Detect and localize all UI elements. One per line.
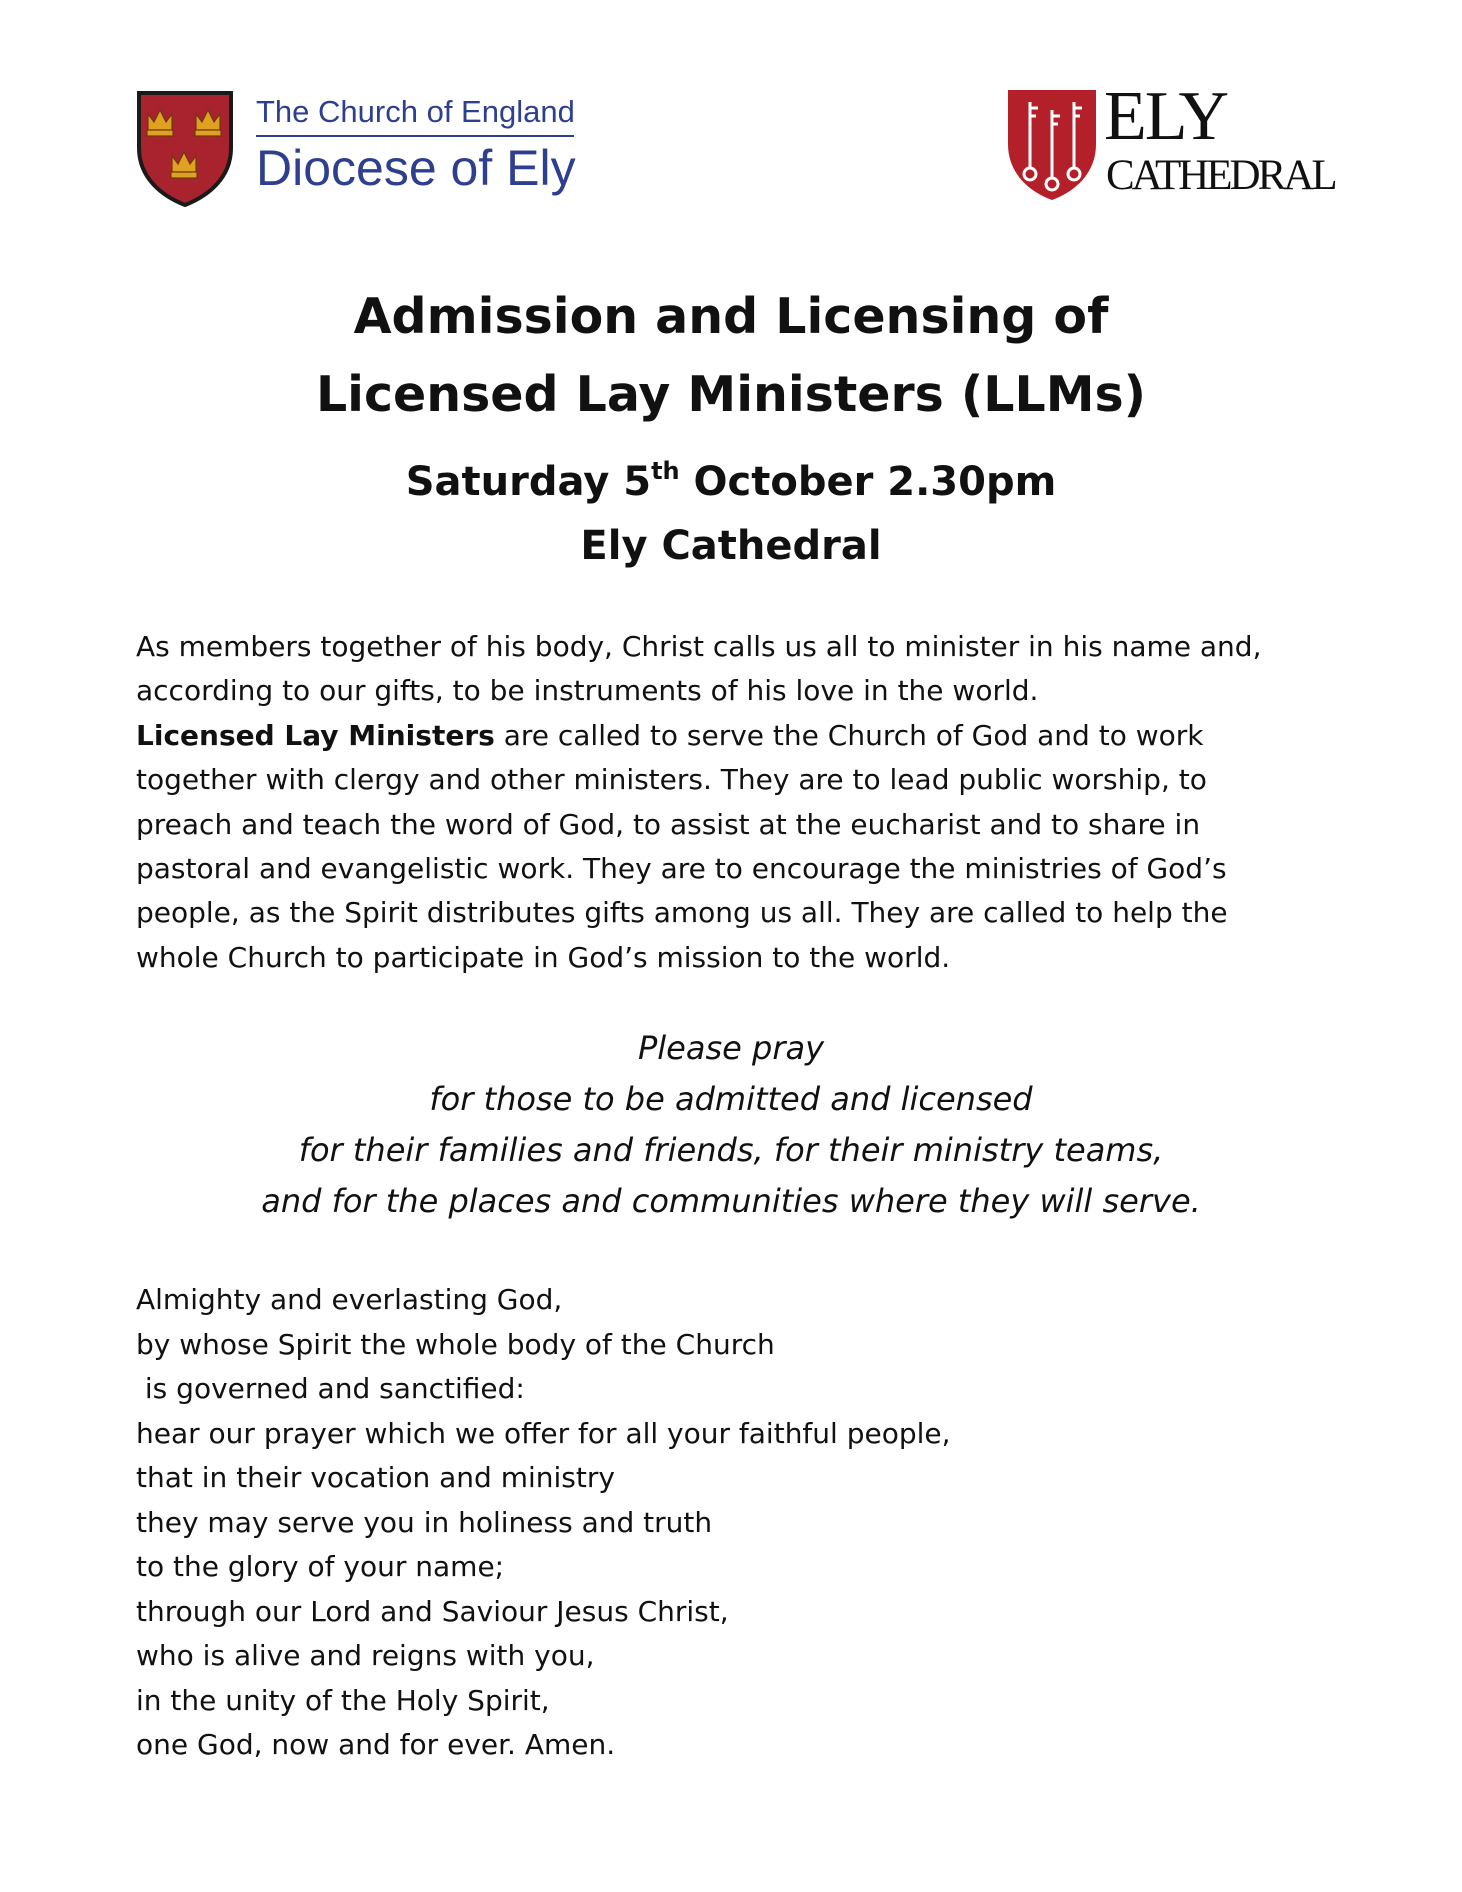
collect-line: who is alive and reigns with you,: [136, 1639, 595, 1672]
collect-line: they may serve you in holiness and truth: [136, 1505, 713, 1539]
collect-line: Almighty and everlasting God,: [136, 1283, 563, 1316]
cathedral-wordmark: CATHEDRAL: [1106, 152, 1335, 199]
intro-line: according to our gifts, to be instruments of his love in the world.: [136, 674, 1039, 708]
event-date-rest: October 2.30pm: [679, 459, 1057, 505]
collect-line: to the glory of your name;: [136, 1550, 505, 1583]
collect-line: in the unity of the Holy Spirit,: [136, 1683, 550, 1717]
diocese-logo-text: [256, 94, 576, 196]
intro-line: As members together of his body, Christ calls us all to minister in his name and,: [136, 630, 1262, 663]
intro-paragraph: [136, 625, 1346, 980]
event-venue: Ely Cathedral: [580, 523, 882, 569]
intro-line: preach and teach the word of God, to assist at the eucharist and to share in: [136, 807, 1201, 841]
ely-cathedral-logo: [1006, 78, 1366, 206]
church-of-england-text: The Church of England: [256, 96, 574, 137]
licensed-lay-ministers-bold: Licensed Lay Ministers: [136, 718, 495, 752]
intro-line: pastoral and evangelistic work. They are to encourage the ministries of God’s: [136, 852, 1227, 886]
event-date-time: [0, 450, 1462, 514]
event-details: [0, 450, 1462, 578]
collect-line: is governed and sanctified:: [136, 1372, 525, 1405]
title-line-1: Admission and Licensing of: [353, 288, 1109, 345]
collect-line: by whose Spirit the whole body of the Church: [136, 1327, 775, 1361]
prayer-request-line: for those to be admitted and licensed: [429, 1080, 1033, 1118]
title-line-2: Licensed Lay Ministers (LLMs): [315, 366, 1147, 423]
collect-line: hear our prayer which we offer for all your faithful people,: [136, 1416, 951, 1450]
prayer-request-line: for their families and friends, for their ministry teams,: [298, 1131, 1164, 1169]
intro-line: people, as the Spirit distributes gifts among us all. They are called to help the: [136, 896, 1228, 930]
collect-line: through our Lord and Saviour Jesus Christ,: [136, 1594, 729, 1628]
prayer-request-line: and for the places and communities where they will serve.: [261, 1182, 1201, 1220]
collect-prayer: [136, 1278, 1236, 1768]
intro-line-rest: are called to serve the Church of God and to work: [494, 718, 1204, 752]
ely-wordmark: ELY: [1104, 78, 1228, 155]
collect-line: one God, now and for ever. Amen.: [136, 1728, 616, 1761]
event-date-prefix: Saturday 5: [405, 459, 652, 505]
event-date-ordinal: th: [651, 457, 680, 485]
page-title: [0, 278, 1462, 434]
intro-line: [136, 714, 1346, 758]
prayer-request-line: Please pray: [637, 1029, 825, 1067]
diocese-of-ely-text: Diocese of Ely: [256, 140, 576, 196]
collect-line: that in their vocation and ministry: [136, 1461, 615, 1494]
diocese-of-ely-logo: [136, 90, 596, 210]
three-crowns-shield-icon: [136, 90, 234, 208]
prayer-request: [0, 1023, 1462, 1227]
intro-line: together with clergy and other ministers. They are to lead public worship, to: [136, 763, 1207, 797]
crossed-keys-shield-icon: [1006, 88, 1098, 202]
intro-line: whole Church to participate in God’s mission to the world.: [136, 940, 951, 974]
